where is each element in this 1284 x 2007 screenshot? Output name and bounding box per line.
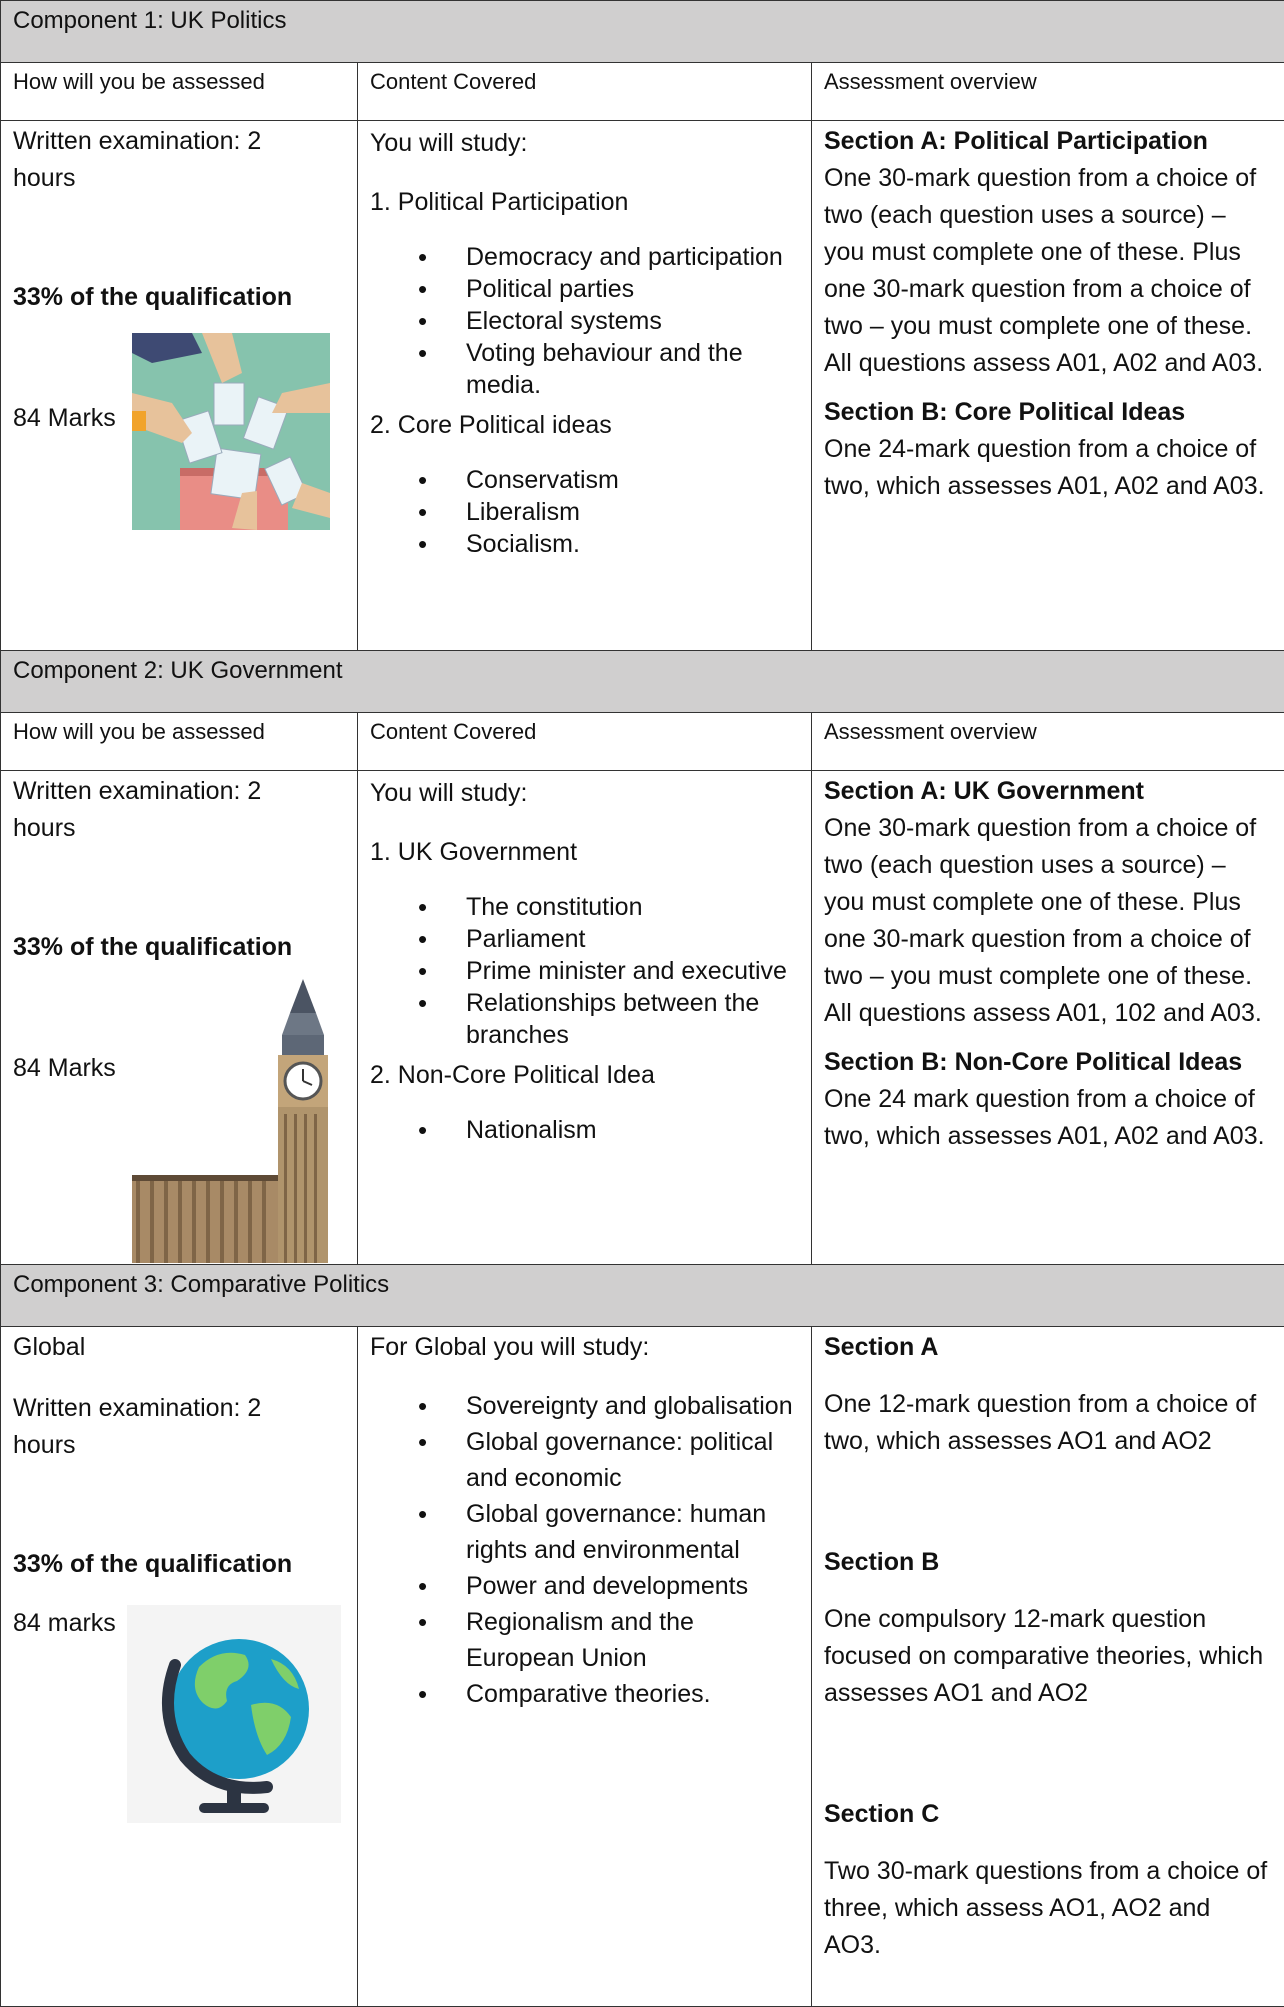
section-text: One 30-mark question from a choice of two (each question uses a source) – you must complete one of these. Plus one 30-mark question from a choice of two – you must complete one of these. All questions assess A01, A02 and A03. xyxy=(824,160,1272,382)
section-text: One 24-mark question from a choice of two, which assesses A01, A02 and A03. xyxy=(824,431,1272,505)
content-intro: You will study: xyxy=(370,125,799,162)
section-title: Section A xyxy=(824,1329,1272,1366)
list-item: • Political parties xyxy=(370,273,799,305)
section-text: One 30-mark question from a choice of two (each question uses a source) – you must complete one of these. Plus one 30-mark question from a choice of two – you must complete one of these. All questions assess A01, 102 and A03. xyxy=(824,810,1272,1032)
section-text: One 12-mark question from a choice of two, which assesses AO1 and AO2 xyxy=(824,1386,1272,1460)
component-2-banner xyxy=(1,651,1284,713)
section-text: One compulsory 12-mark question focused on comparative theories, which assesses AO1 and AO2 xyxy=(824,1601,1272,1712)
list-item: • Global governance: human rights and environmental xyxy=(370,1496,799,1568)
list-item: • Sovereignty and globalisation xyxy=(370,1388,799,1424)
list-item: • Liberalism xyxy=(370,496,799,528)
component-3-overview-cell xyxy=(812,1327,1284,2007)
section-title: Section A: UK Government xyxy=(824,773,1272,810)
list-item: • Parliament xyxy=(370,923,799,955)
exam-text: Written examination: 2 hours xyxy=(13,1390,313,1464)
topic-heading: 1. Political Participation xyxy=(370,184,799,221)
component-2-header-row xyxy=(1,713,1284,771)
section-title: Section B xyxy=(824,1544,1272,1581)
list-item: • Relationships between the branches xyxy=(370,987,799,1051)
component-1-body-row xyxy=(1,121,1284,651)
marks-text: 84 Marks xyxy=(13,1050,345,1087)
component-2-content-cell xyxy=(358,771,812,1265)
section-text: Two 30-mark questions from a choice of three, which assess AO1, AO2 and AO3. xyxy=(824,1853,1272,1964)
component-1-content-cell xyxy=(358,121,812,651)
content-intro: You will study: xyxy=(370,775,799,812)
header-overview: Assessment overview xyxy=(812,713,1284,771)
weight-text: 33% of the qualification xyxy=(13,929,345,966)
list-item: • Regionalism and the European Union xyxy=(370,1604,799,1676)
section-title: Section A: Political Participation xyxy=(824,123,1272,160)
component-2-title: Component 2: UK Government xyxy=(1,651,1284,713)
list-item: • Nationalism xyxy=(370,1114,799,1146)
header-content: Content Covered xyxy=(358,63,812,121)
component-3-assessed-cell xyxy=(1,1327,358,2007)
list-item: • Voting behaviour and the media. xyxy=(370,337,799,401)
component-3-content-cell xyxy=(358,1327,812,2007)
component-3-banner xyxy=(1,1265,1284,1327)
section-title: Section B: Non-Core Political Ideas xyxy=(824,1044,1272,1081)
section-title: Section C xyxy=(824,1796,1272,1833)
marks-text: 84 Marks xyxy=(13,400,345,437)
component-3-title: Component 3: Comparative Politics xyxy=(1,1265,1284,1327)
header-assessed: How will you be assessed xyxy=(1,713,358,771)
component-1-title: Component 1: UK Politics xyxy=(1,1,1284,63)
content-intro: For Global you will study: xyxy=(370,1329,799,1366)
component-1-assessed-cell xyxy=(1,121,358,651)
marks-text: 84 marks xyxy=(13,1605,345,1642)
component-2-body-row xyxy=(1,771,1284,1265)
list-item: • Electoral systems xyxy=(370,305,799,337)
component-2-assessed-cell xyxy=(1,771,358,1265)
header-content: Content Covered xyxy=(358,713,812,771)
list-item: • Conservatism xyxy=(370,464,799,496)
ballot-box-icon xyxy=(132,333,330,530)
list-item: • Socialism. xyxy=(370,528,799,560)
component-1-overview-cell xyxy=(812,121,1284,651)
list-item: • Prime minister and executive xyxy=(370,955,799,987)
big-ben-icon xyxy=(132,979,342,1263)
topic-heading: 1. UK Government xyxy=(370,834,799,871)
global-label: Global xyxy=(13,1329,345,1366)
component-3-body-row xyxy=(1,1327,1284,2007)
topic-heading: 2. Core Political ideas xyxy=(370,407,799,444)
exam-text: Written examination: 2 hours xyxy=(13,773,313,847)
section-text: One 24 mark question from a choice of two, which assesses A01, A02 and A03. xyxy=(824,1081,1272,1155)
topic-heading: 2. Non-Core Political Idea xyxy=(370,1057,799,1094)
weight-text: 33% of the qualification xyxy=(13,279,345,316)
list-item: • The constitution xyxy=(370,891,799,923)
globe-icon xyxy=(127,1605,341,1823)
header-overview: Assessment overview xyxy=(812,63,1284,121)
section-title: Section B: Core Political Ideas xyxy=(824,394,1272,431)
list-item: • Democracy and participation xyxy=(370,241,799,273)
list-item: • Comparative theories. xyxy=(370,1676,799,1712)
component-1-header-row xyxy=(1,63,1284,121)
weight-text: 33% of the qualification xyxy=(13,1546,345,1583)
component-2-overview-cell xyxy=(812,771,1284,1265)
list-item: • Global governance: political and economic xyxy=(370,1424,799,1496)
component-1-banner xyxy=(1,1,1284,63)
exam-text: Written examination: 2 hours xyxy=(13,123,313,197)
header-assessed: How will you be assessed xyxy=(1,63,358,121)
list-item: • Power and developments xyxy=(370,1568,799,1604)
